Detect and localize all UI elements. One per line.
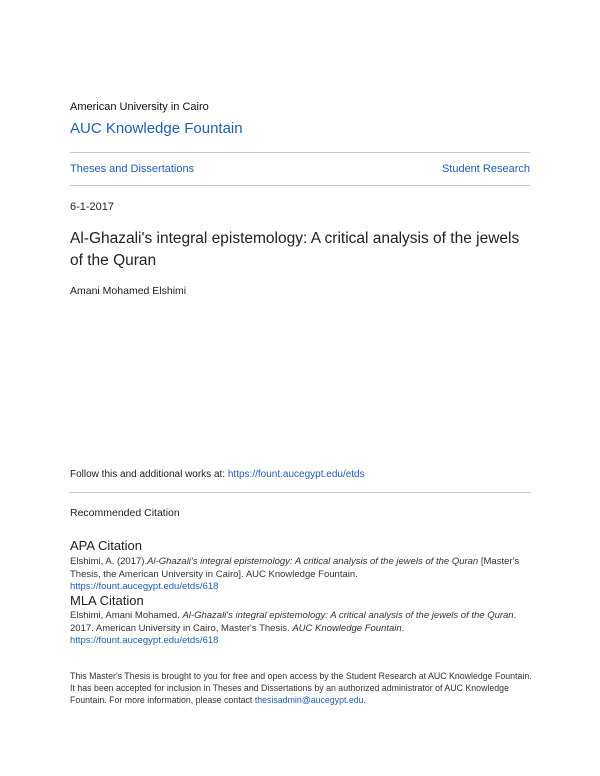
- nav-divider: [70, 185, 530, 186]
- repository-link[interactable]: AUC Knowledge Fountain: [70, 120, 243, 137]
- contact-email-link[interactable]: thesisadmin@aucegypt.edu: [254, 695, 364, 705]
- author-name: Amani Mohamed Elshimi: [70, 285, 187, 297]
- document-title: Al-Ghazali's integral epistemology: A critical analysis of the jewels of the Quran: [70, 230, 520, 269]
- apa-suffix: [Master's Thesis, the American University in Cairo]. AUC Knowledge Fountain.: [70, 556, 520, 580]
- follow-line: [70, 469, 365, 480]
- apa-prefix: Elshimi, A. (2017).: [70, 556, 148, 567]
- publication-date: 6-1-2017: [70, 201, 115, 213]
- community-link[interactable]: Student Research: [441, 163, 530, 175]
- apa-title: Al-Ghazali's integral epistemology: A critical analysis of the jewels of the Quran: [147, 556, 479, 567]
- citation-divider: [70, 492, 530, 493]
- institution-name: American University in Cairo: [70, 101, 209, 113]
- notice-text: This Master's Thesis is brought to you for free and open access by the Student Research at AUC Knowledge Fountain. It has been accepted for inclusion in Theses and Dissertations by an authorized administrator of AUC Knowledge Fountain. For more information, please contact: [70, 671, 532, 705]
- follow-link[interactable]: https://fount.aucegypt.edu/etds: [227, 469, 365, 480]
- recommended-citation-heading: Recommended Citation: [70, 507, 180, 519]
- access-notice: [70, 670, 532, 706]
- mla-title: Al-Ghazali's integral epistemology: A critical analysis of the jewels of the Quran: [182, 610, 514, 621]
- mla-citation: [70, 610, 532, 648]
- collection-link[interactable]: Theses and Dissertations: [70, 163, 195, 175]
- mla-source: AUC Knowledge Fountain: [292, 622, 402, 634]
- mla-end: .: [401, 622, 405, 634]
- mla-citation-heading: MLA Citation: [70, 593, 144, 608]
- apa-citation: [70, 556, 532, 594]
- notice-end: .: [363, 695, 366, 705]
- mla-link[interactable]: https://fount.aucegypt.edu/etds/618: [70, 635, 219, 646]
- follow-text: Follow this and additional works at:: [70, 469, 228, 480]
- top-divider: [70, 152, 530, 153]
- apa-citation-heading: APA Citation: [70, 538, 143, 553]
- mla-prefix: Elshimi, Amani Mohamed.: [70, 610, 183, 621]
- apa-link[interactable]: https://fount.aucegypt.edu/etds/618: [70, 581, 219, 592]
- mla-middle: . 2017. American University in Cairo, Master's Thesis.: [70, 610, 517, 634]
